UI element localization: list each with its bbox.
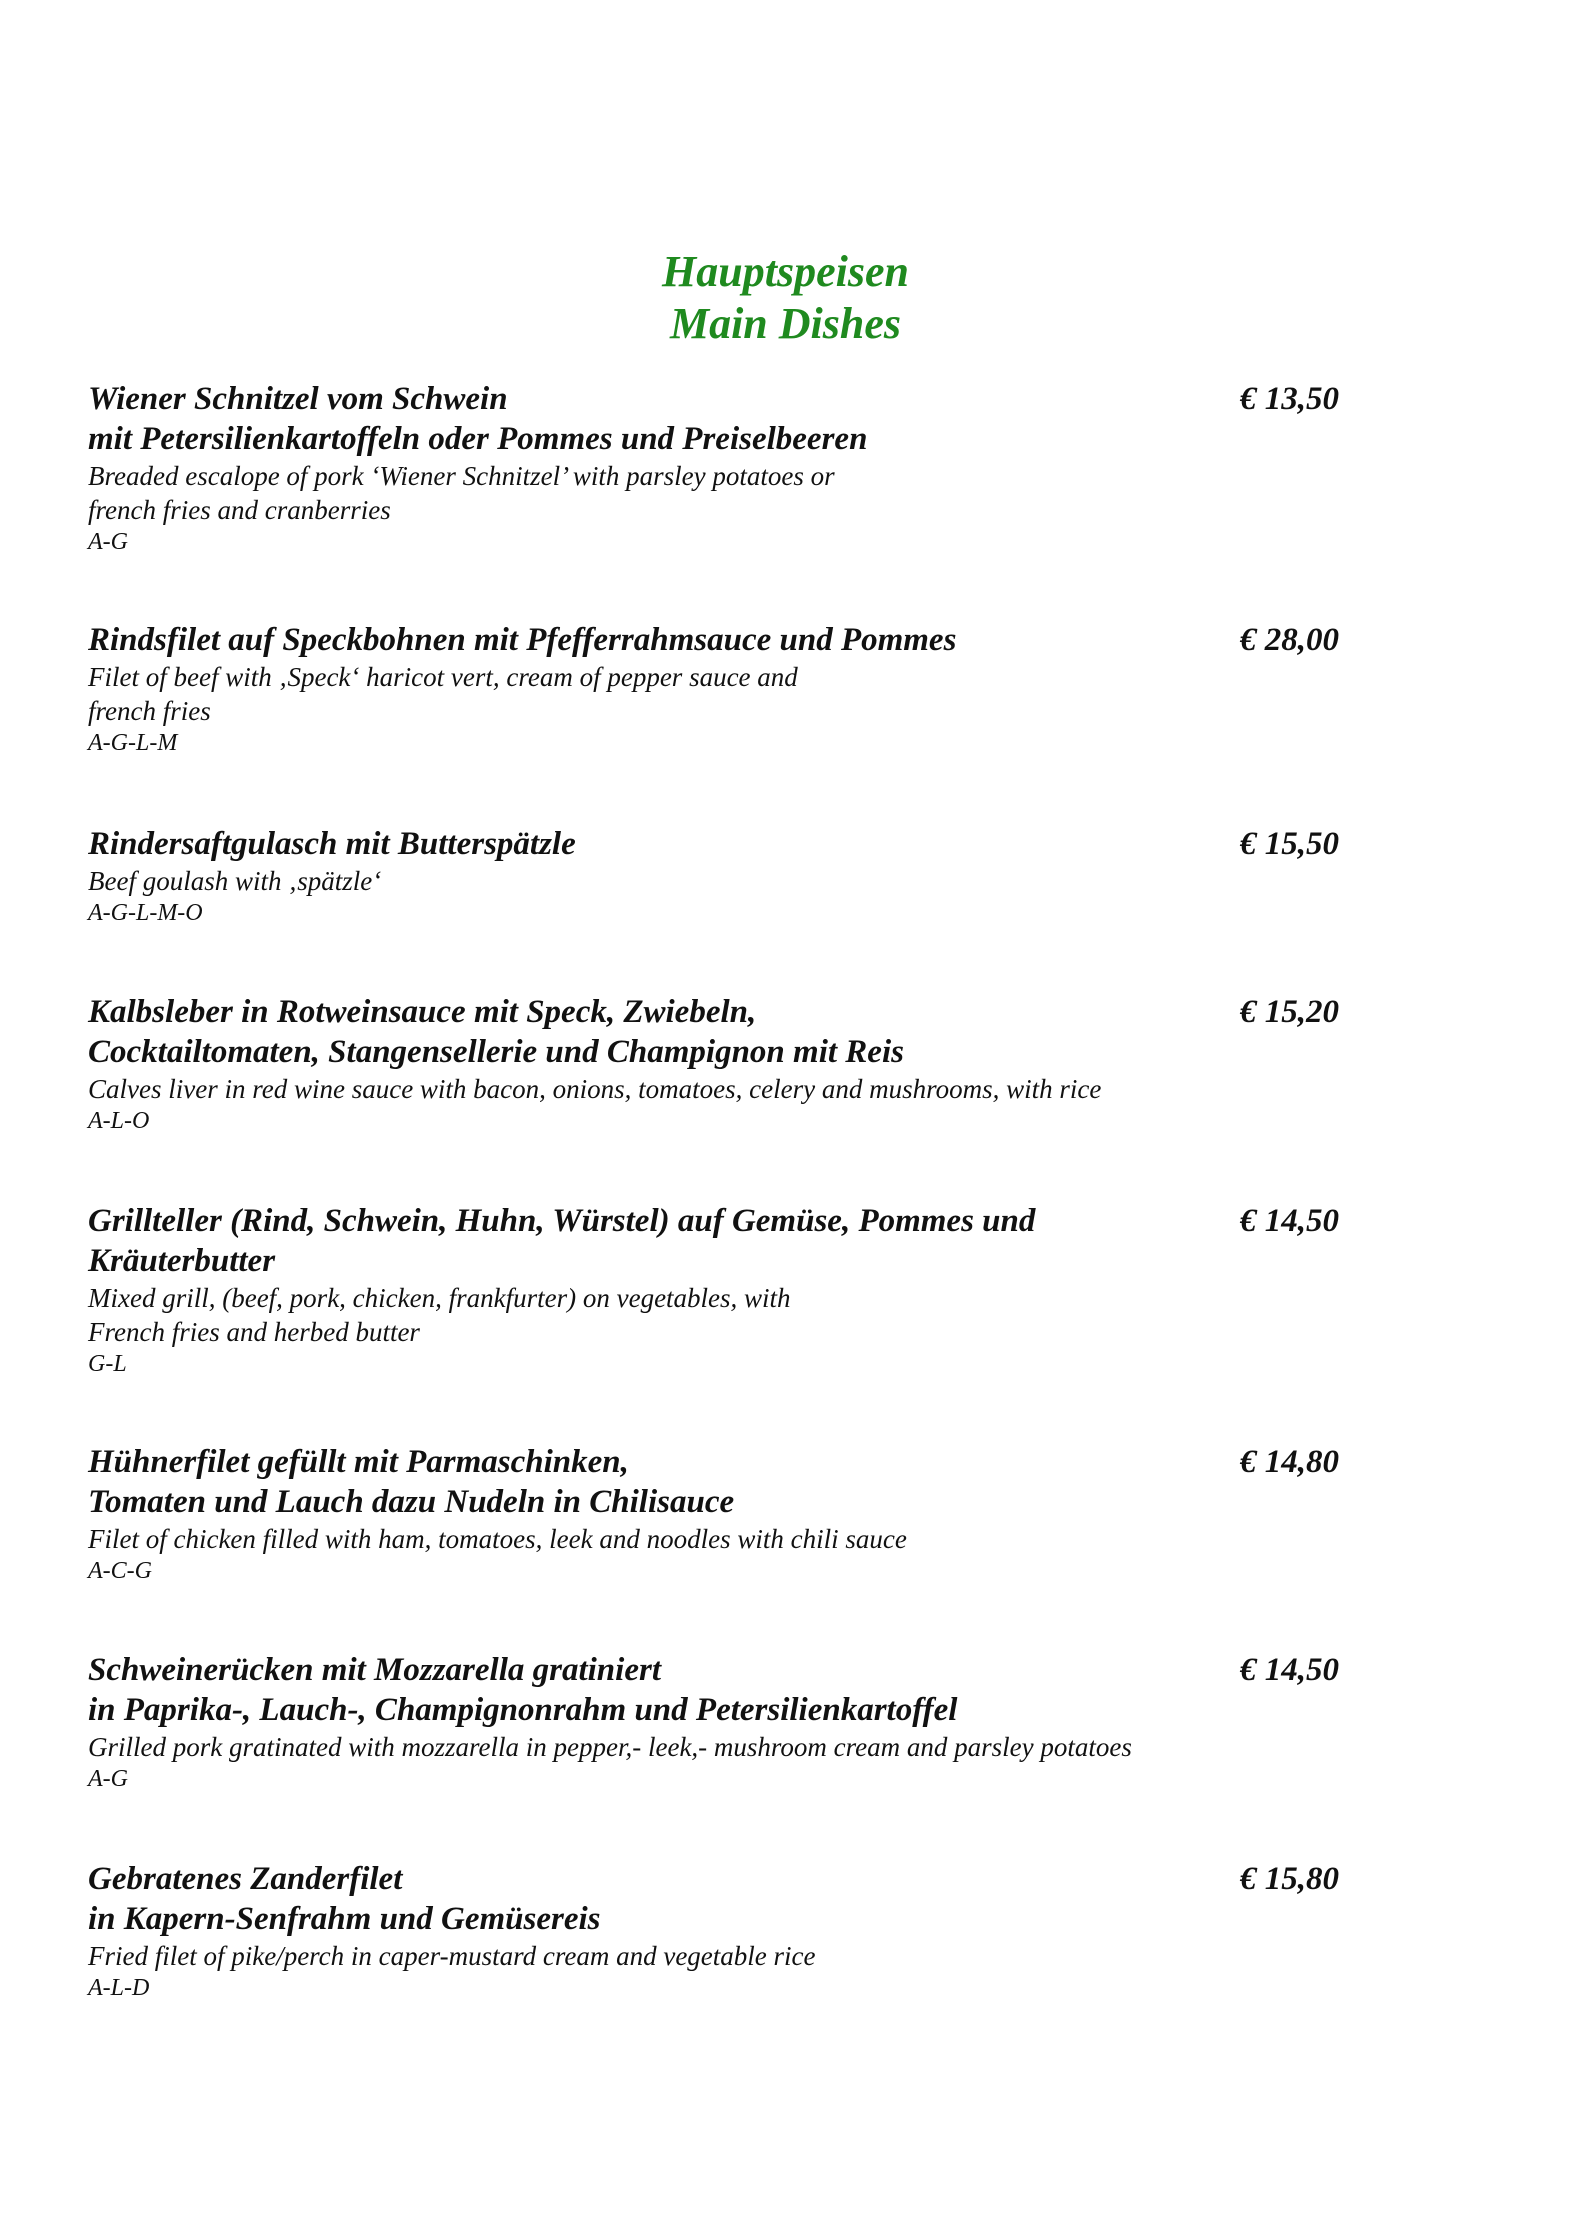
dish-description-line: Grilled pork gratinated with mozzarella in pepper,- leek,- mushroom cream and parsley potatoes	[88, 1732, 1132, 1762]
dish-allergens: A-G-L-M-O	[88, 900, 203, 926]
dish-name-line: Hühnerfilet gefüllt mit Parmaschinken,	[88, 1444, 629, 1480]
dish-description-line: french fries and cranberries	[88, 495, 391, 525]
dish-price: € 15,50	[1240, 826, 1339, 862]
dish-name-line: Tomaten und Lauch dazu Nudeln in Chilisauce	[88, 1484, 735, 1520]
menu-heading	[0, 246, 1571, 350]
dish-name-line: Kräuterbutter	[88, 1243, 276, 1279]
dish-description-line: french fries	[88, 696, 211, 726]
dish-allergens: A-L-D	[88, 1975, 150, 2001]
dish-item	[88, 1442, 1388, 1586]
dish-description-line: Filet of chicken filled with ham, tomatoes, leek and noodles with chili sauce	[88, 1524, 907, 1554]
dish-name-line: in Kapern-Senfrahm und Gemüsereis	[88, 1901, 601, 1937]
dish-description-line: Mixed grill, (beef, pork, chicken, frankfurter) on vegetables, with	[88, 1283, 791, 1313]
dish-allergens: A-G	[88, 1766, 128, 1792]
menu-title-english: Main Dishes	[669, 299, 902, 348]
dish-name-line: in Paprika-, Lauch-, Champignonrahm und Petersilienkartoffel	[88, 1692, 958, 1728]
dish-name-line: Cocktailtomaten, Stangensellerie und Champignon mit Reis	[88, 1034, 904, 1070]
dish-name-line: Rindersaftgulasch mit Butterspätzle	[88, 826, 576, 862]
dish-item	[88, 1201, 1388, 1379]
dish-description-line: Fried filet of pike/perch in caper-mustard cream and vegetable rice	[88, 1941, 816, 1971]
dish-description-line: French fries and herbed butter	[88, 1317, 420, 1347]
dish-description-line: Breaded escalope of pork ‘Wiener Schnitzel’ with parsley potatoes or	[88, 461, 835, 491]
dish-price: € 15,80	[1240, 1861, 1339, 1897]
dish-allergens: A-G	[88, 529, 128, 555]
dish-allergens: A-L-O	[88, 1108, 150, 1134]
dish-name-line: mit Petersilienkartoffeln oder Pommes und Preiselbeeren	[88, 421, 868, 457]
dish-price: € 28,00	[1240, 622, 1339, 658]
dish-price: € 14,50	[1240, 1652, 1339, 1688]
dish-item	[88, 824, 1388, 928]
dish-price: € 14,50	[1240, 1203, 1339, 1239]
dish-price: € 13,50	[1240, 381, 1339, 417]
menu-title-german: Hauptspeisen	[662, 247, 909, 296]
dish-name-line: Wiener Schnitzel vom Schwein	[88, 381, 508, 417]
dish-name-line: Kalbsleber in Rotweinsauce mit Speck, Zwiebeln,	[88, 994, 757, 1030]
dish-allergens: A-G-L-M	[88, 730, 178, 756]
dish-price: € 14,80	[1240, 1444, 1339, 1480]
dish-name-line: Grillteller (Rind, Schwein, Huhn, Würstel) auf Gemüse, Pommes und	[88, 1203, 1036, 1239]
dish-name-line: Schweinerücken mit Mozzarella gratiniert	[88, 1652, 661, 1688]
dish-price: € 15,20	[1240, 994, 1339, 1030]
dish-name-line: Gebratenes Zanderfilet	[88, 1861, 403, 1897]
dish-allergens: A-C-G	[88, 1558, 152, 1584]
dish-item	[88, 620, 1388, 758]
dish-allergens: G-L	[88, 1351, 127, 1377]
dish-item	[88, 992, 1388, 1136]
dish-item	[88, 379, 1388, 557]
dish-description-line: Calves liver in red wine sauce with bacon, onions, tomatoes, celery and mushrooms, with rice	[88, 1074, 1102, 1104]
dish-name-line: Rindsfilet auf Speckbohnen mit Pfefferrahmsauce und Pommes	[88, 622, 957, 658]
dish-description-line: Filet of beef with ‚Speck‘ haricot vert, cream of pepper sauce and	[88, 662, 798, 692]
dish-item	[88, 1650, 1388, 1794]
dish-item	[88, 1859, 1388, 2003]
dish-description-line: Beef goulash with ‚spätzle‘	[88, 866, 382, 896]
